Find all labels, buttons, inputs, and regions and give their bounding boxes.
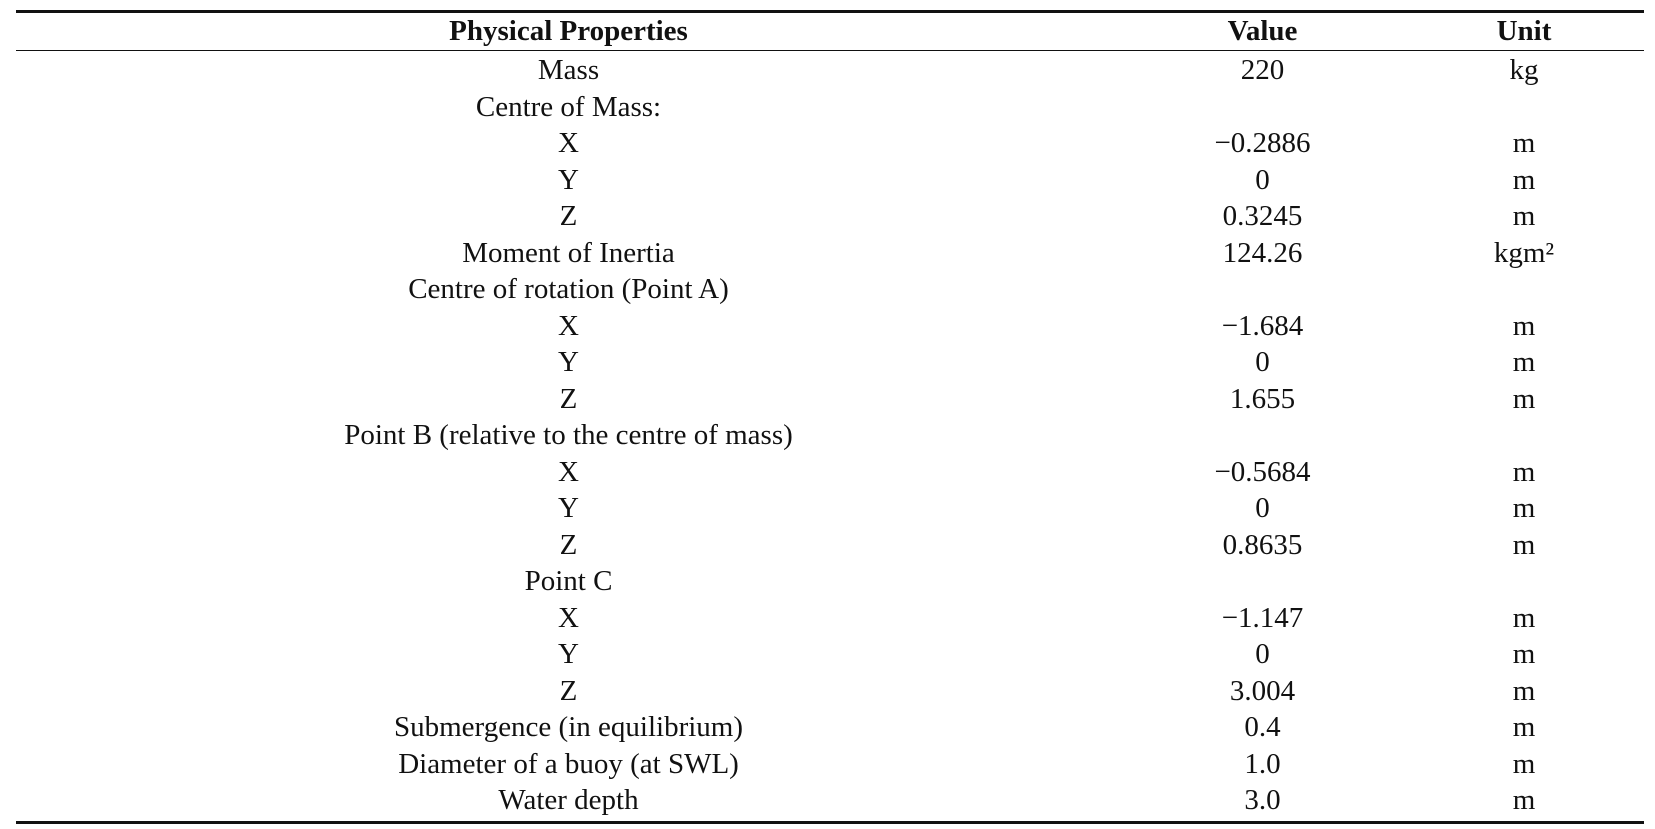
property-cell: Z bbox=[559, 528, 578, 561]
unit-cell: m bbox=[1512, 528, 1536, 561]
unit-cell: m bbox=[1512, 711, 1536, 744]
table-row bbox=[16, 417, 1644, 454]
table-row bbox=[16, 308, 1644, 345]
value-cell: 1.655 bbox=[1229, 382, 1296, 415]
header-physical-properties: Physical Properties bbox=[449, 15, 688, 47]
unit-cell: m bbox=[1512, 127, 1536, 160]
property-cell: Moment of Inertia bbox=[462, 236, 675, 269]
unit-cell bbox=[1404, 271, 1644, 307]
value-cell: −0.2886 bbox=[1214, 127, 1311, 160]
unit-cell: m bbox=[1512, 382, 1536, 415]
property-cell: Diameter of a buoy (at SWL) bbox=[398, 747, 739, 780]
value-cell: 3.0 bbox=[1244, 784, 1281, 817]
property-cell: Point C bbox=[524, 565, 613, 598]
value-cell: 3.004 bbox=[1229, 674, 1296, 707]
unit-cell bbox=[1404, 89, 1644, 125]
unit-cell bbox=[1404, 417, 1644, 453]
value-cell: −1.684 bbox=[1221, 309, 1304, 342]
unit-cell bbox=[1404, 563, 1644, 599]
table-row bbox=[16, 709, 1644, 746]
property-cell: Centre of rotation (Point A) bbox=[408, 273, 729, 306]
value-cell: 1.0 bbox=[1244, 747, 1281, 780]
property-cell: Z bbox=[559, 200, 578, 233]
table-row bbox=[16, 125, 1644, 162]
table-row bbox=[16, 235, 1644, 272]
table-row bbox=[16, 89, 1644, 126]
unit-cell: m bbox=[1512, 200, 1536, 233]
table-header bbox=[16, 13, 1644, 50]
table-row bbox=[16, 490, 1644, 527]
table-row bbox=[16, 162, 1644, 199]
property-cell: Y bbox=[558, 638, 579, 671]
unit-cell: m bbox=[1512, 747, 1536, 780]
unit-cell: m bbox=[1512, 492, 1536, 525]
unit-cell: m bbox=[1512, 455, 1536, 488]
physical-properties-table bbox=[16, 10, 1644, 824]
unit-cell: m bbox=[1512, 309, 1536, 342]
table-row bbox=[16, 198, 1644, 235]
value-cell bbox=[1121, 89, 1404, 125]
unit-cell: m bbox=[1512, 638, 1536, 671]
value-cell: 0.3245 bbox=[1222, 200, 1303, 233]
property-cell: Point B (relative to the centre of mass) bbox=[344, 419, 793, 452]
value-cell: 220 bbox=[1240, 54, 1285, 87]
table-row bbox=[16, 52, 1644, 89]
property-cell: Z bbox=[559, 674, 578, 707]
table-row bbox=[16, 454, 1644, 491]
property-cell: Submergence (in equilibrium) bbox=[394, 711, 743, 744]
table-row bbox=[16, 600, 1644, 637]
table-row bbox=[16, 381, 1644, 418]
value-cell: −0.5684 bbox=[1214, 455, 1311, 488]
unit-cell: m bbox=[1512, 784, 1536, 817]
unit-cell: m bbox=[1512, 346, 1536, 379]
property-cell: Y bbox=[558, 163, 579, 196]
value-cell bbox=[1121, 563, 1404, 599]
unit-cell: m bbox=[1512, 601, 1536, 634]
header-value: Value bbox=[1227, 15, 1298, 47]
unit-cell: kgm² bbox=[1493, 236, 1555, 269]
value-cell bbox=[1121, 271, 1404, 307]
unit-cell: m bbox=[1512, 674, 1536, 707]
table-row bbox=[16, 746, 1644, 783]
value-cell: 0 bbox=[1255, 346, 1270, 379]
value-cell bbox=[1121, 417, 1404, 453]
header-unit: Unit bbox=[1496, 15, 1552, 47]
table-row bbox=[16, 527, 1644, 564]
unit-cell: m bbox=[1512, 163, 1536, 196]
value-cell: 0.4 bbox=[1244, 711, 1281, 744]
table-bottom-rule bbox=[16, 821, 1644, 824]
value-cell: 0 bbox=[1255, 492, 1270, 525]
property-cell: Y bbox=[558, 346, 579, 379]
table-row bbox=[16, 563, 1644, 600]
table-row bbox=[16, 673, 1644, 710]
property-cell: Y bbox=[558, 492, 579, 525]
property-cell: X bbox=[558, 455, 579, 488]
property-cell: Z bbox=[559, 382, 578, 415]
property-cell: Water depth bbox=[498, 784, 639, 817]
value-cell: 0 bbox=[1255, 638, 1270, 671]
table-row bbox=[16, 636, 1644, 673]
property-cell: X bbox=[558, 309, 579, 342]
table-row bbox=[16, 271, 1644, 308]
value-cell: 0.8635 bbox=[1222, 528, 1303, 561]
property-cell: X bbox=[558, 601, 579, 634]
table-row bbox=[16, 344, 1644, 381]
value-cell: 124.26 bbox=[1222, 236, 1303, 269]
value-cell: −1.147 bbox=[1221, 601, 1304, 634]
value-cell: 0 bbox=[1255, 163, 1270, 196]
property-cell: X bbox=[558, 127, 579, 160]
table-row bbox=[16, 782, 1644, 819]
table-body bbox=[16, 51, 1644, 819]
property-cell: Mass bbox=[537, 54, 600, 87]
unit-cell: kg bbox=[1509, 54, 1539, 87]
property-cell: Centre of Mass: bbox=[475, 90, 662, 123]
